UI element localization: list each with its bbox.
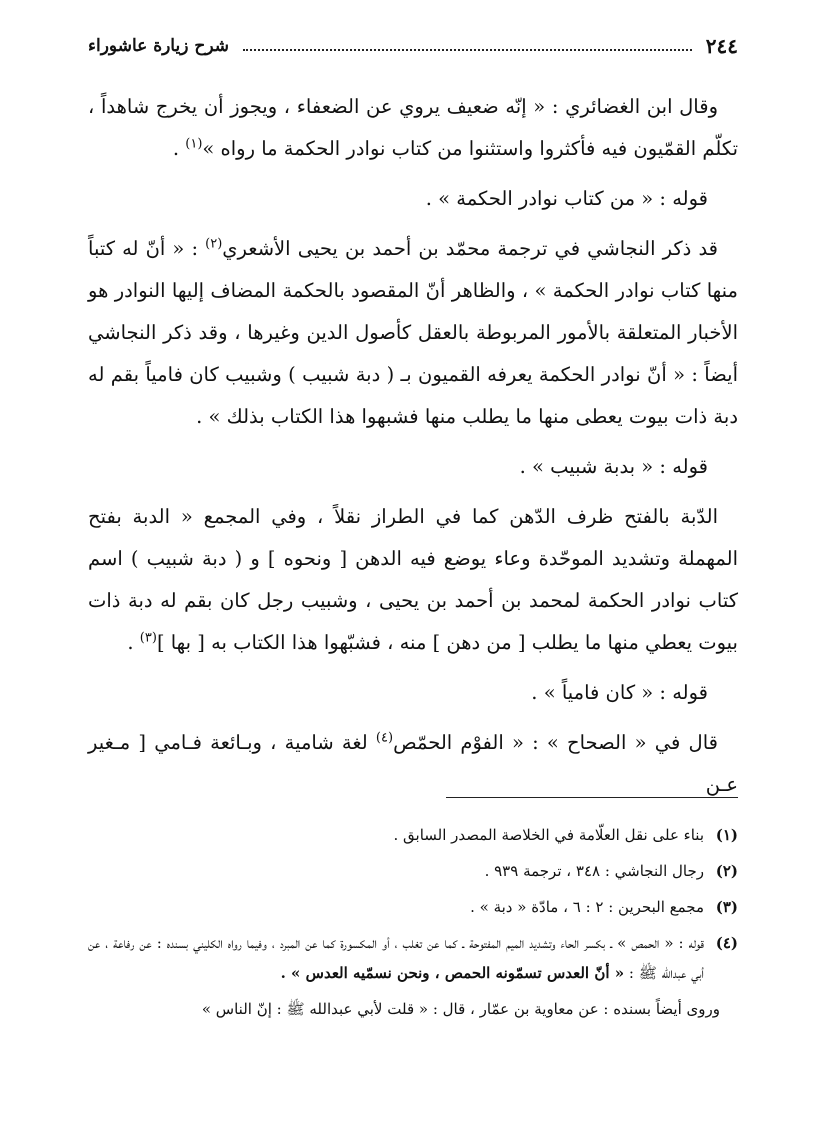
paragraph-sihah (88, 722, 738, 806)
quote-heading-nawadir: قوله : « من كتاب نوادر الحكمة » . (425, 187, 708, 210)
footnote-text: بناء على نقل العلّامة في الخلاصة المصدر السابق . (393, 826, 704, 844)
footnote-separator (446, 797, 738, 798)
footnote-ref-1: (١) (185, 136, 203, 152)
footnotes (88, 820, 738, 1030)
paragraph-ibn-ghadairi: وقال ابن الغضائري : « إنّه ضعيف يروي عن الضعفاء ، ويجوز أن يخرج شاهداً ، تكلّم القمّيون فيه فأكثروا واستثنوا من كتاب نوادر الحكمة ما رواه »$^{(١)}$ . (88, 95, 738, 160)
footnote-quote-bold: « أنّ العدس تسمّونه الحمص ، ونحن نسمّيه العدس » . (280, 964, 625, 982)
paragraph-text: الدّبة بالفتح ظرف الدّهن كما في الطراز نقلاً ، وفي المجمع « الدبة بفتح المهملة وتشديد الموحّدة وعاء يوضع فيه الدهن [ ونحوه ] و ( دبة شبيب ) اسم كتاب نوادر الحكمة لمحمد بن أحمد بن يحيى ، وشبيب رجل كان بقم له دبة ذات بيوت يعطي منها ما يطلب [ من دهن ] منه ، فشبّهوا هذا الكتاب به [ بها ] (88, 505, 738, 654)
footnote-text: مجمع البحرين : ٢ : ٦ ، مادّة « دبة » . (470, 898, 704, 916)
main-text (88, 86, 738, 814)
paragraph-text: قد ذكر النجاشي في ترجمة محمّد بن أحمد بن يحيى الأشعري (222, 237, 719, 260)
paragraph-text: قال في « الصحاح » : « الفوْم الحمّص (393, 731, 718, 754)
footnote-continuation (88, 994, 738, 1024)
footnote-number: (١) (715, 826, 738, 844)
footnote-4 (88, 928, 738, 988)
quote-heading-dabba: قوله : « بدبة شبيب » . (519, 455, 708, 478)
header-dotted-leader (243, 49, 692, 51)
footnote-text-part: قوله : « الحمص » ـ بكسر الحاء وتشديد الميم المفتوحة ـ كما عن تغلب ، أو المكسورة كما عن المبرد ، وفيما رواه الكليني بسنده : عن رفاعة ، عن أبي عبدالله ﷺ : (88, 934, 704, 982)
footnote-ref-3: (٣) (139, 630, 157, 646)
page-number: ٢٤٤ (705, 34, 738, 58)
footnote-ref-4: (٤) (375, 730, 394, 746)
footnote-text (88, 928, 704, 988)
paragraph-text: لغة شامية ، وبـائعة فـامي [ مـغير عـن (88, 731, 738, 796)
paragraph-dabba: الدّبة بالفتح ظرف الدّهن كما في الطراز نقلاً ، وفي المجمع « الدبة بفتح المهملة وتشديد الموحّدة وعاء يوضع فيه الدهن [ ونحوه ] و ( دبة شبيب ) اسم كتاب نوادر الحكمة لمحمد بن أحمد بن يحيى ، وشبيب رجل كان بقم له دبة ذات بيوت يعطي منها ما يطلب [ من دهن ] منه ، فشبّهوا هذا الكتاب به [ بها ]$^{(٣)}$ . (88, 505, 738, 654)
paragraph-najashi (88, 228, 738, 438)
paragraph-text: وقال ابن الغضائري : « إنّه ضعيف يروي عن الضعفاء ، ويجوز أن يخرج شاهداً ، تكلّم القمّيون فيه فأكثروا واستثنوا من كتاب نوادر الحكمة ما رواه » (88, 95, 738, 160)
footnote-ref-2: (٢) (205, 236, 223, 252)
footnote-number: (٣) (715, 898, 738, 916)
page-header (88, 28, 738, 64)
book-title: شرح زيارة عاشوراء (88, 36, 229, 56)
footnote-3 (88, 892, 738, 922)
paragraph-text: : « أنّ له كتباً منها كتاب نوادر الحكمة » ، والظاهر أنّ المقصود بالحكمة المضاف إليها النوادر هو الأخبار المتعلقة بالأمور المربوطة بالعقل كأصول الدين وغيرها ، وقد ذكر النجاشي أيضاً : « أنّ نوادر الحكمة يعرفه القميون بـ ( دبة شبيب ) وشبيب كان فامياً بقم له دبة ذات بيوت يعطى منها ما يطلب منها فشبهوا هذا الكتاب بذلك » . (88, 237, 738, 428)
footnote-1 (88, 820, 738, 850)
footnote-text: رجال النجاشي : ٣٤٨ ، ترجمة ٩٣٩ . (484, 862, 704, 880)
quote-heading-fami: قوله : « كان فامياً » . (531, 681, 708, 704)
footnote-number: (٢) (715, 862, 738, 880)
footnote-2 (88, 856, 738, 886)
footnote-number: (٤) (715, 934, 738, 952)
footnote-continuation-text: وروى أيضاً بسنده : عن معاوية بن عمّار ، قال : « قلت لأبي عبدالله ﷺ : إنّ الناس » (201, 1000, 720, 1018)
